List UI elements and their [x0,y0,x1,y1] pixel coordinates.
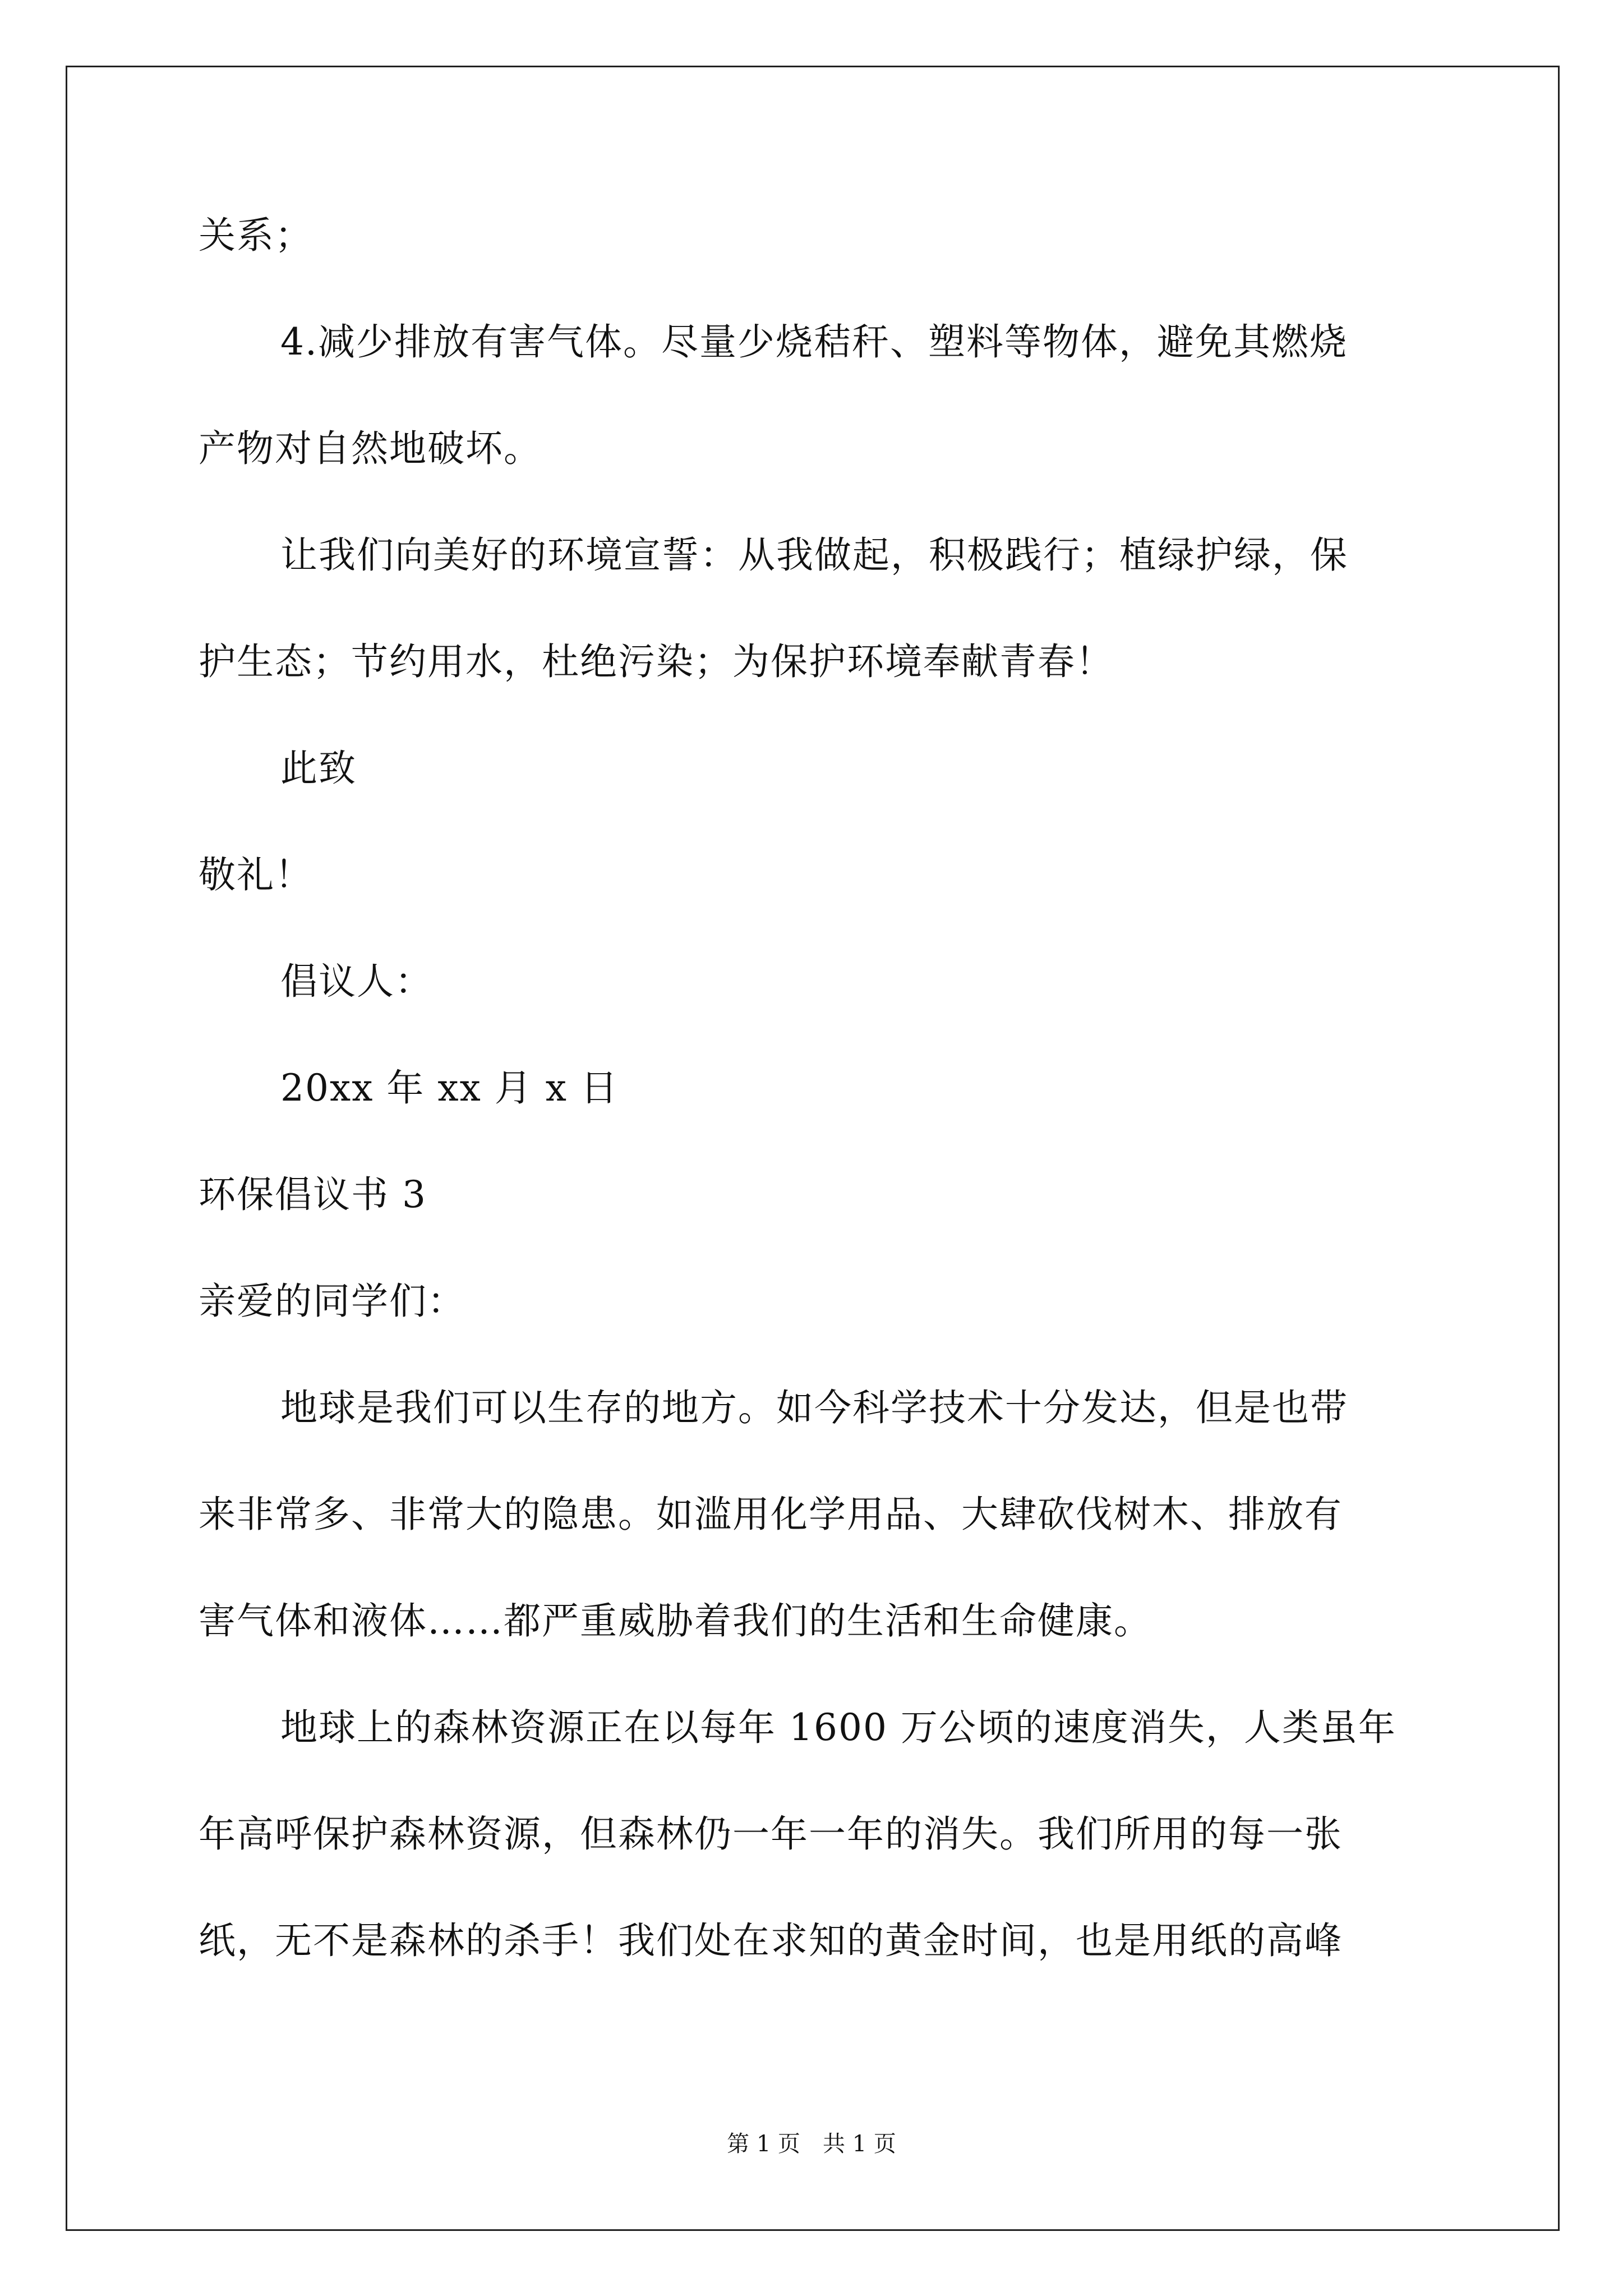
text-line: 4.减少排放有害气体。尽量少烧秸秆、塑料等物体，避免其燃烧 [280,320,1348,364]
text-line: 害气体和液体……都严重威胁着我们的生活和生命健康。 [199,1599,1152,1642]
text-line: 纸，无不是森林的杀手！我们处在求知的黄金时间，也是用纸的高峰 [199,1919,1343,1962]
text-line: 护生态；节约用水，杜绝污染；为保护环境奉献青春！ [199,640,1114,683]
page-number-footer: 第 1 页 共 1 页 [727,2131,896,2157]
text-line: 亲爱的同学们： [199,1280,465,1323]
text-line: 此致 [280,747,357,790]
text-line: 倡议人： [280,960,433,1003]
text-line: 地球是我们可以生存的地方。如今科学技术十分发达，但是也带 [280,1386,1348,1429]
text-line: 地球上的森林资源正在以每年 1600 万公顷的速度消失，人类虽年 [280,1706,1396,1749]
text-line: 让我们向美好的环境宣誓：从我做起，积极践行；植绿护绿，保 [280,533,1348,577]
text-line: 关系； [199,214,313,257]
text-line: 来非常多、非常大的隐患。如滥用化学用品、大肆砍伐树木、排放有 [199,1493,1343,1536]
text-line: 年高呼保护森林资源，但森林仍一年一年的消失。我们所用的每一张 [199,1812,1343,1856]
text-line: 敬礼！ [199,853,313,896]
text-line: 产物对自然地破坏。 [199,427,542,470]
section-title: 环保倡议书 3 [199,1173,427,1216]
page-border [66,66,1560,2231]
text-line: 20xx 年 xx 月 x 日 [280,1066,619,1110]
